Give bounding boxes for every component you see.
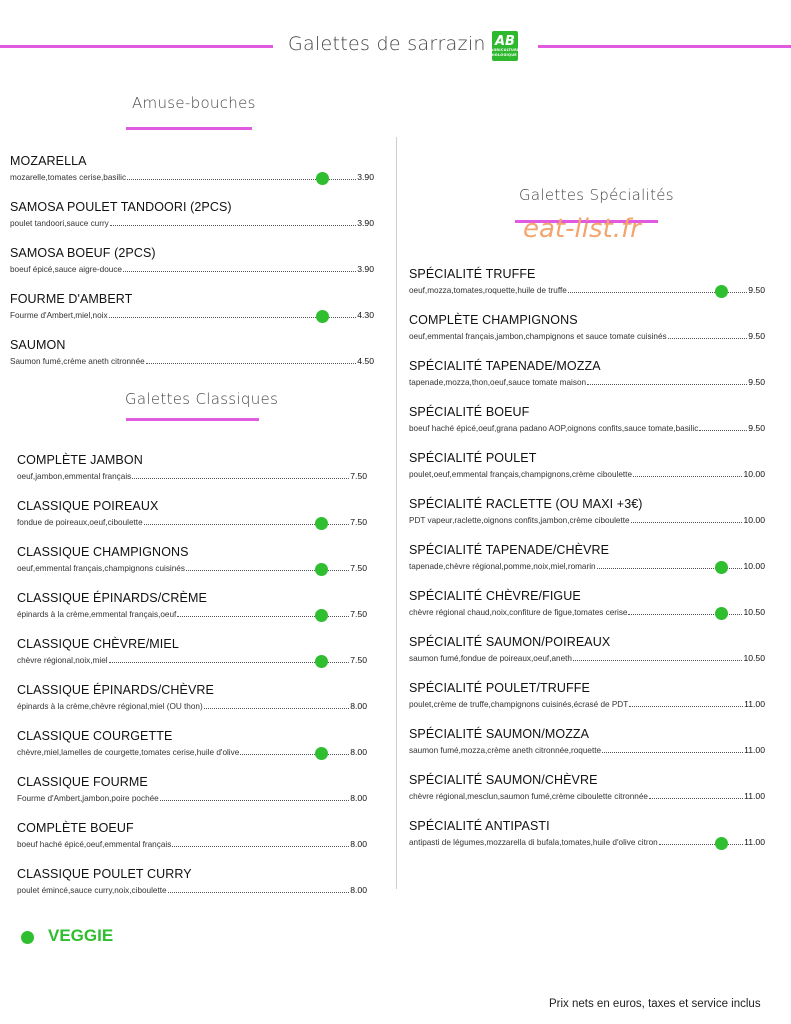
dot-leader bbox=[146, 363, 357, 364]
menu-item bbox=[409, 635, 765, 663]
menu-item-description: saumon fumé,mozza,crème aneth citronnée,roquette bbox=[409, 746, 602, 755]
section-underline-amuse bbox=[126, 127, 252, 130]
menu-item-line bbox=[17, 747, 367, 757]
menu-item-name: SPÉCIALITÉ RACLETTE (OU MAXI +3€) bbox=[409, 497, 643, 511]
menu-item-line bbox=[409, 377, 765, 387]
menu-item-price: 9.50 bbox=[748, 423, 765, 433]
menu-item-line bbox=[409, 791, 765, 801]
dot-leader bbox=[573, 660, 743, 661]
menu-item-description: poulet,crème de truffe,champignons cuisinés,écrasé de PDT bbox=[409, 700, 629, 709]
menu-item-description: saumon fumé,fondue de poireaux,oeuf,aneth bbox=[409, 654, 572, 663]
watermark: eat-list.fr bbox=[523, 214, 641, 244]
menu-item-description: chèvre,miel,lamelles de courgette,tomates cerise,huile d'olive bbox=[17, 748, 240, 757]
menu-item bbox=[409, 589, 765, 617]
menu-item bbox=[17, 775, 367, 803]
dot-leader bbox=[602, 752, 743, 753]
menu-item-line bbox=[17, 885, 367, 895]
veggie-indicator-icon bbox=[315, 517, 328, 530]
menu-item-line bbox=[409, 653, 765, 663]
menu-item-line bbox=[17, 655, 367, 665]
menu-item-price: 10.50 bbox=[743, 607, 765, 617]
menu-item-name: CLASSIQUE ÉPINARDS/CRÈME bbox=[17, 591, 207, 605]
dot-leader bbox=[668, 338, 748, 339]
menu-item-price: 3.90 bbox=[357, 172, 374, 182]
veggie-indicator-icon bbox=[715, 561, 728, 574]
menu-item-description: oeuf,mozza,tomates,roquette,huile de truffe bbox=[409, 286, 567, 295]
menu-item-price: 8.00 bbox=[350, 701, 367, 711]
menu-item-description: antipasti de légumes,mozzarella di bufala,tomates,huile d'olive citron bbox=[409, 838, 658, 847]
menu-item bbox=[10, 338, 374, 366]
menu-item-name: COMPLÈTE CHAMPIGNONS bbox=[409, 313, 578, 327]
bio-logo-subtext: AGRICULTURE BIOLOGIQUE bbox=[490, 47, 520, 57]
menu-item bbox=[10, 200, 374, 228]
menu-item-name: CLASSIQUE FOURME bbox=[17, 775, 148, 789]
veggie-indicator-icon bbox=[316, 310, 329, 323]
menu-item-description: boeuf épicé,sauce aigre-douce bbox=[10, 265, 122, 274]
menu-item-description: tapenade,chèvre régional,pomme,noix,miel,romarin bbox=[409, 562, 596, 571]
menu-item-line bbox=[17, 517, 367, 527]
menu-item bbox=[17, 867, 367, 895]
menu-item-name: FOURME D'AMBERT bbox=[10, 292, 133, 306]
menu-item-price: 9.50 bbox=[748, 331, 765, 341]
dot-leader bbox=[699, 430, 747, 431]
section-title-classiques: Galettes Classiques bbox=[125, 390, 279, 408]
menu-item bbox=[409, 405, 765, 433]
menu-item-name: SPÉCIALITÉ BOEUF bbox=[409, 405, 530, 419]
menu-item-name: CLASSIQUE CHAMPIGNONS bbox=[17, 545, 189, 559]
menu-item-description: chèvre régional,noix,miel bbox=[17, 656, 108, 665]
page-title: Galettes de sarrazin bbox=[288, 33, 486, 55]
menu-item bbox=[10, 246, 374, 274]
menu-item-price: 10.00 bbox=[743, 515, 765, 525]
section-title-amuse: Amuse-bouches bbox=[132, 94, 256, 112]
veggie-indicator-icon bbox=[715, 607, 728, 620]
menu-item-line bbox=[10, 172, 374, 182]
menu-item bbox=[409, 359, 765, 387]
menu-item-description: Saumon fumé,crème aneth citronnée bbox=[10, 357, 145, 366]
menu-item bbox=[409, 451, 765, 479]
menu-item-name: SPÉCIALITÉ SAUMON/MOZZA bbox=[409, 727, 590, 741]
menu-item bbox=[17, 683, 367, 711]
menu-item-price: 8.00 bbox=[350, 839, 367, 849]
menu-item-price: 7.50 bbox=[350, 517, 367, 527]
menu-item-price: 8.00 bbox=[350, 793, 367, 803]
menu-item-line bbox=[17, 563, 367, 573]
menu-item-description: oeuf,jambon,emmental français bbox=[17, 472, 132, 481]
menu-item-description: fondue de poireaux,oeuf,ciboulette bbox=[17, 518, 143, 527]
menu-item-price: 8.00 bbox=[350, 885, 367, 895]
section-title-specialites: Galettes Spécialités bbox=[519, 186, 674, 204]
menu-item-description: PDT vapeur,raclette,oignons confits,jambon,crème ciboulette bbox=[409, 516, 630, 525]
menu-item-name: SPÉCIALITÉ SAUMON/POIREAUX bbox=[409, 635, 611, 649]
menu-item-description: tapenade,mozza,thon,oeuf,sauce tomate maison bbox=[409, 378, 587, 387]
menu-item-name: SPÉCIALITÉ POULET/TRUFFE bbox=[409, 681, 590, 695]
menu-item-line bbox=[409, 469, 765, 479]
menu-item-name: SAMOSA POULET TANDOORI (2PCS) bbox=[10, 200, 232, 214]
menu-item bbox=[10, 292, 374, 320]
menu-item bbox=[17, 453, 367, 481]
dot-leader bbox=[659, 844, 743, 845]
menu-item-line bbox=[17, 701, 367, 711]
menu-item-line bbox=[10, 218, 374, 228]
menu-item-line bbox=[10, 264, 374, 274]
menu-item bbox=[10, 154, 374, 182]
menu-item-description: poulet émincé,sauce curry,noix,ciboulette bbox=[17, 886, 167, 895]
menu-item bbox=[17, 591, 367, 619]
dot-leader bbox=[649, 798, 743, 799]
dot-leader bbox=[629, 706, 743, 707]
menu-item-name: MOZARELLA bbox=[10, 154, 87, 168]
menu-item-description: mozarelle,tomates cerise,basilic bbox=[10, 173, 127, 182]
veggie-indicator-icon bbox=[715, 285, 728, 298]
menu-item-description: poulet tandoori,sauce curry bbox=[10, 219, 109, 228]
menu-item-description: oeuf,emmental français,jambon,champignons et sauce tomate cuisinés bbox=[409, 332, 667, 341]
column-divider bbox=[396, 137, 397, 889]
menu-item-name: SPÉCIALITÉ TAPENADE/MOZZA bbox=[409, 359, 601, 373]
menu-item-price: 7.50 bbox=[350, 563, 367, 573]
bio-logo-text: AB bbox=[495, 33, 515, 49]
menu-item-name: CLASSIQUE POULET CURRY bbox=[17, 867, 192, 881]
menu-item-description: épinards à la crème,chèvre régional,miel (OU thon) bbox=[17, 702, 203, 711]
menu-item-line bbox=[17, 609, 367, 619]
veggie-indicator-icon bbox=[315, 563, 328, 576]
menu-item-name: SPÉCIALITÉ ANTIPASTI bbox=[409, 819, 550, 833]
menu-item-price: 9.50 bbox=[748, 377, 765, 387]
menu-item-name: SPÉCIALITÉ POULET bbox=[409, 451, 537, 465]
veggie-indicator-icon bbox=[315, 655, 328, 668]
menu-item-name: SPÉCIALITÉ CHÈVRE/FIGUE bbox=[409, 589, 581, 603]
menu-item-line bbox=[409, 607, 765, 617]
header-rule-right bbox=[538, 45, 791, 48]
veggie-legend-label: VEGGIE bbox=[48, 926, 114, 945]
menu-item-name: SAUMON bbox=[10, 338, 66, 352]
menu-item-line bbox=[409, 699, 765, 709]
menu-item-line bbox=[409, 561, 765, 571]
header-rule-left bbox=[0, 45, 273, 48]
menu-item-name: CLASSIQUE CHÈVRE/MIEL bbox=[17, 637, 179, 651]
menu-item-price: 7.50 bbox=[350, 655, 367, 665]
menu-item-description: boeuf haché épicé,oeuf,grana padano AOP,oignons confits,sauce tomate,basilic bbox=[409, 424, 699, 433]
dot-leader bbox=[633, 476, 742, 477]
menu-item-line bbox=[409, 837, 765, 847]
dot-leader bbox=[204, 708, 350, 709]
menu-item bbox=[409, 267, 765, 295]
menu-item-price: 3.90 bbox=[357, 218, 374, 228]
menu-item bbox=[17, 637, 367, 665]
menu-item-name: SPÉCIALITÉ TRUFFE bbox=[409, 267, 536, 281]
menu-item bbox=[409, 773, 765, 801]
menu-item bbox=[17, 729, 367, 757]
menu-item-price: 11.00 bbox=[744, 699, 765, 709]
menu-item-price: 3.90 bbox=[357, 264, 374, 274]
menu-item-description: boeuf haché épicé,oeuf,emmental français bbox=[17, 840, 172, 849]
dot-leader bbox=[110, 225, 357, 226]
dot-leader bbox=[168, 892, 350, 893]
menu-item-line bbox=[409, 515, 765, 525]
menu-item-name: COMPLÈTE BOEUF bbox=[17, 821, 134, 835]
menu-item-line bbox=[10, 356, 374, 366]
dot-leader bbox=[109, 662, 350, 663]
menu-item bbox=[409, 819, 765, 847]
menu-item bbox=[409, 543, 765, 571]
menu-item-line bbox=[17, 471, 367, 481]
menu-item-price: 4.30 bbox=[357, 310, 374, 320]
menu-item-line bbox=[17, 839, 367, 849]
menu-item bbox=[17, 821, 367, 849]
dot-leader bbox=[587, 384, 747, 385]
menu-item-price: 11.00 bbox=[744, 837, 765, 847]
menu-item-price: 10.00 bbox=[743, 469, 765, 479]
menu-item bbox=[17, 499, 367, 527]
veggie-indicator-icon bbox=[316, 172, 329, 185]
menu-item bbox=[17, 545, 367, 573]
dot-leader bbox=[240, 754, 349, 755]
menu-item-description: chèvre régional chaud,noix,confiture de figue,tomates cerise bbox=[409, 608, 628, 617]
menu-item-name: COMPLÈTE JAMBON bbox=[17, 453, 143, 467]
menu-item-price: 9.50 bbox=[748, 285, 765, 295]
veggie-indicator-icon bbox=[315, 609, 328, 622]
menu-item-description: épinards à la crème,emmental français,oeuf bbox=[17, 610, 177, 619]
dot-leader bbox=[631, 522, 743, 523]
menu-item bbox=[409, 313, 765, 341]
menu-item-name: SAMOSA BOEUF (2PCS) bbox=[10, 246, 156, 260]
menu-item-line bbox=[409, 745, 765, 755]
menu-item-price: 8.00 bbox=[350, 747, 367, 757]
menu-item-price: 11.00 bbox=[744, 791, 765, 801]
menu-item-name: CLASSIQUE ÉPINARDS/CHÈVRE bbox=[17, 683, 214, 697]
section-underline-classiques bbox=[126, 418, 259, 421]
menu-item-line bbox=[10, 310, 374, 320]
dot-leader bbox=[132, 478, 349, 479]
veggie-legend-dot bbox=[21, 931, 34, 944]
menu-item-description: oeuf,emmental français,champignons cuisinés bbox=[17, 564, 185, 573]
menu-item-price: 7.50 bbox=[350, 609, 367, 619]
menu-item-name: SPÉCIALITÉ TAPENADE/CHÈVRE bbox=[409, 543, 610, 557]
menu-item-name: CLASSIQUE COURGETTE bbox=[17, 729, 173, 743]
menu-item-description: poulet,oeuf,emmental français,champignons,crème ciboulette bbox=[409, 470, 633, 479]
veggie-indicator-icon bbox=[715, 837, 728, 850]
menu-item bbox=[409, 497, 765, 525]
menu-item-name: SPÉCIALITÉ SAUMON/CHÈVRE bbox=[409, 773, 598, 787]
menu-item-description: chèvre régional,mesclun,saumon fumé,crème ciboulette citronnée bbox=[409, 792, 648, 801]
menu-item-price: 4.50 bbox=[357, 356, 374, 366]
menu-item-description: Fourme d'Ambert,miel,noix bbox=[10, 311, 108, 320]
dot-leader bbox=[160, 800, 350, 801]
menu-item-line bbox=[17, 793, 367, 803]
menu-item-line bbox=[409, 423, 765, 433]
veggie-indicator-icon bbox=[315, 747, 328, 760]
menu-item bbox=[409, 727, 765, 755]
footer-note: Prix nets en euros, taxes et service inclus bbox=[549, 998, 761, 1010]
menu-item-name: CLASSIQUE POIREAUX bbox=[17, 499, 159, 513]
bio-logo bbox=[492, 31, 518, 61]
menu-item-price: 7.50 bbox=[350, 471, 367, 481]
menu-item bbox=[409, 681, 765, 709]
menu-item-line bbox=[409, 331, 765, 341]
menu-item-description: Fourme d'Ambert,jambon,poire pochée bbox=[17, 794, 159, 803]
menu-item-price: 11.00 bbox=[744, 745, 765, 755]
menu-item-price: 10.00 bbox=[743, 561, 765, 571]
dot-leader bbox=[123, 271, 356, 272]
menu-item-price: 10.50 bbox=[743, 653, 765, 663]
dot-leader bbox=[172, 846, 349, 847]
menu-item-line bbox=[409, 285, 765, 295]
